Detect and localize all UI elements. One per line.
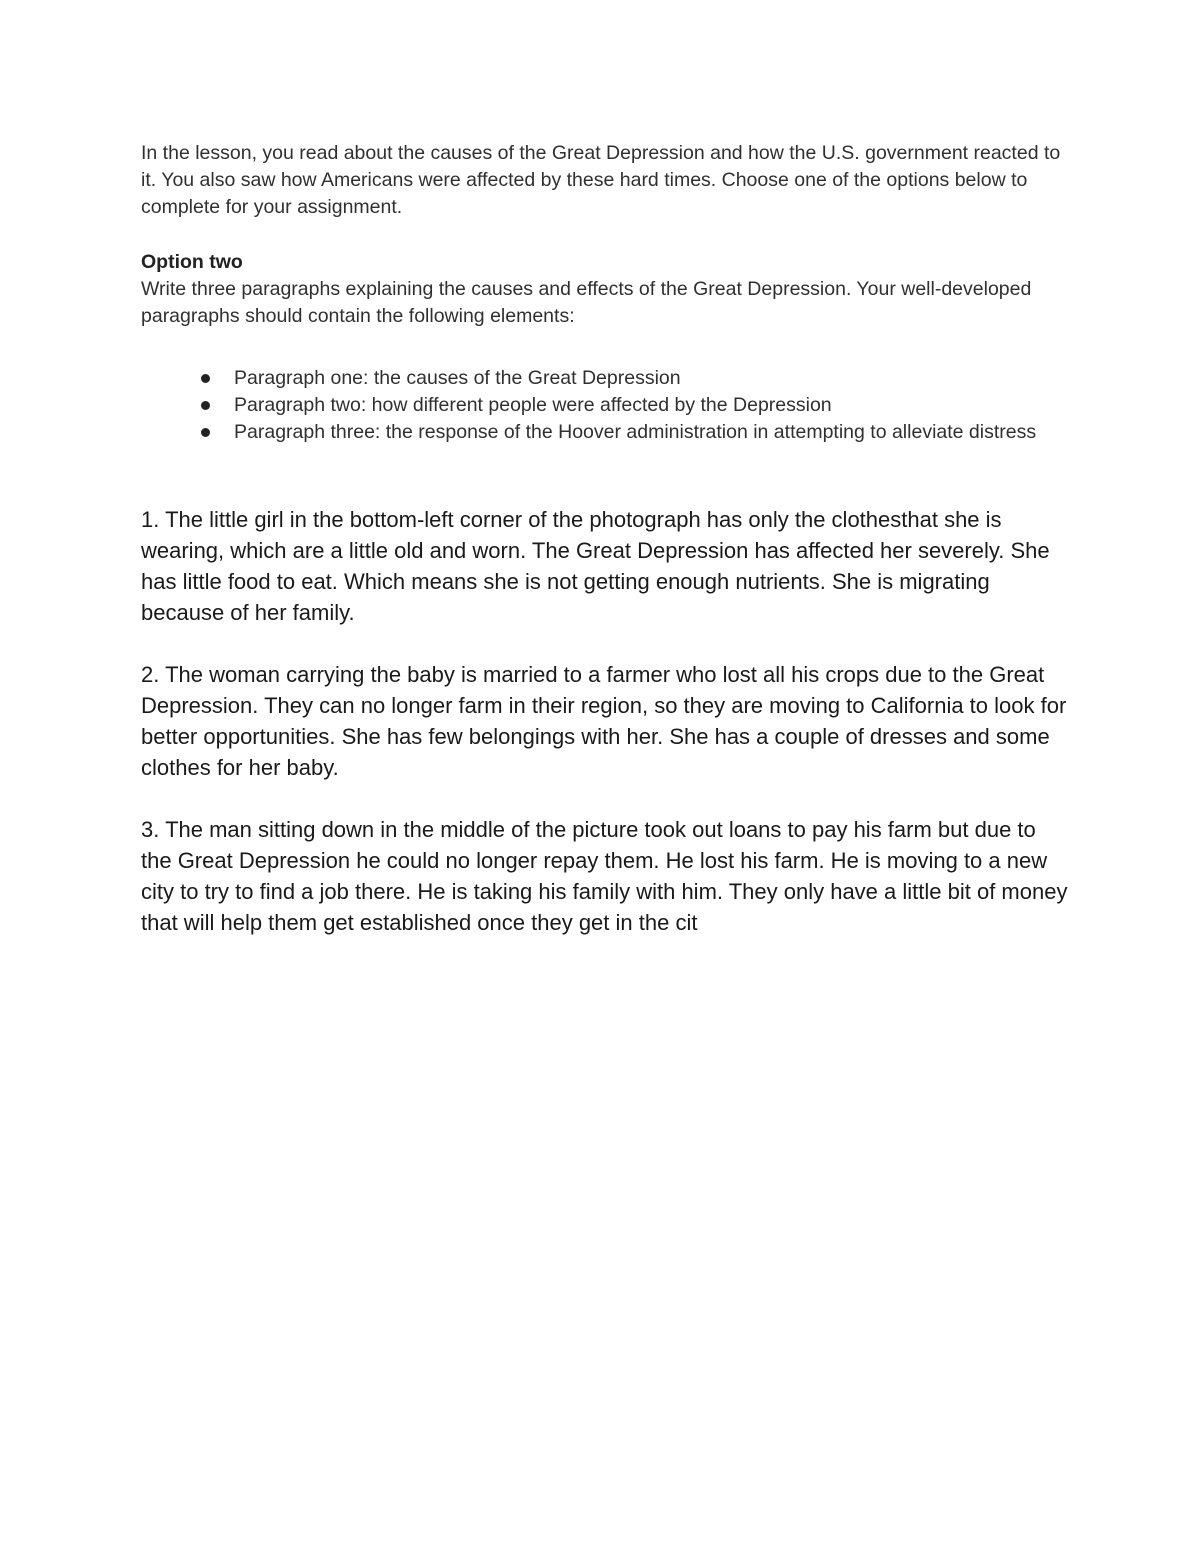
list-item xyxy=(234,419,1071,446)
answer-paragraph-3: 3. The man sitting down in the middle of the picture took out loans to pay his farm but due to the Great Depression he could no longer repay them. He lost his farm. He is moving to a new city to try to find a job there. He is taking his family with him. They only have a little bit of money that will help them get established once they get in the cit xyxy=(141,817,1068,935)
bullet-icon xyxy=(201,428,210,437)
list-item-text: Paragraph two: how different people were affected by the Depression xyxy=(234,394,832,416)
requirements-list xyxy=(141,365,1071,446)
list-item xyxy=(234,365,1071,392)
bullet-icon xyxy=(201,374,210,383)
list-item xyxy=(234,392,1071,419)
option-description: Write three paragraphs explaining the causes and effects of the Great Depression. Your well-developed paragraphs should contain the following elements: xyxy=(141,278,1032,327)
bullet-icon xyxy=(201,401,210,410)
list-item-text: Paragraph one: the causes of the Great Depression xyxy=(234,367,681,389)
answer-paragraph-1: 1. The little girl in the bottom-left corner of the photograph has only the clothesthat she is wearing, which are a little old and worn. The Great Depression has affected her severely. She has little food to eat. Which means she is not getting enough nutrients. She is migrating because of her family. xyxy=(141,507,1050,625)
option-heading: Option two xyxy=(141,251,243,273)
document-page xyxy=(141,140,1071,969)
list-item-text: Paragraph three: the response of the Hoover administration in attempting to alleviate distress xyxy=(234,421,1037,443)
answers-section xyxy=(141,504,1071,938)
intro-paragraph: In the lesson, you read about the causes of the Great Depression and how the U.S. government reacted to it. You also saw how Americans were affected by these hard times. Choose one of the options below to complete for your assignment. xyxy=(141,142,1061,218)
answer-paragraph-2: 2. The woman carrying the baby is married to a farmer who lost all his crops due to the Great Depression. They can no longer farm in their region, so they are moving to California to look for better opportunities. She has few belongings with her. She has a couple of dresses and some clothes for her baby. xyxy=(141,662,1067,780)
